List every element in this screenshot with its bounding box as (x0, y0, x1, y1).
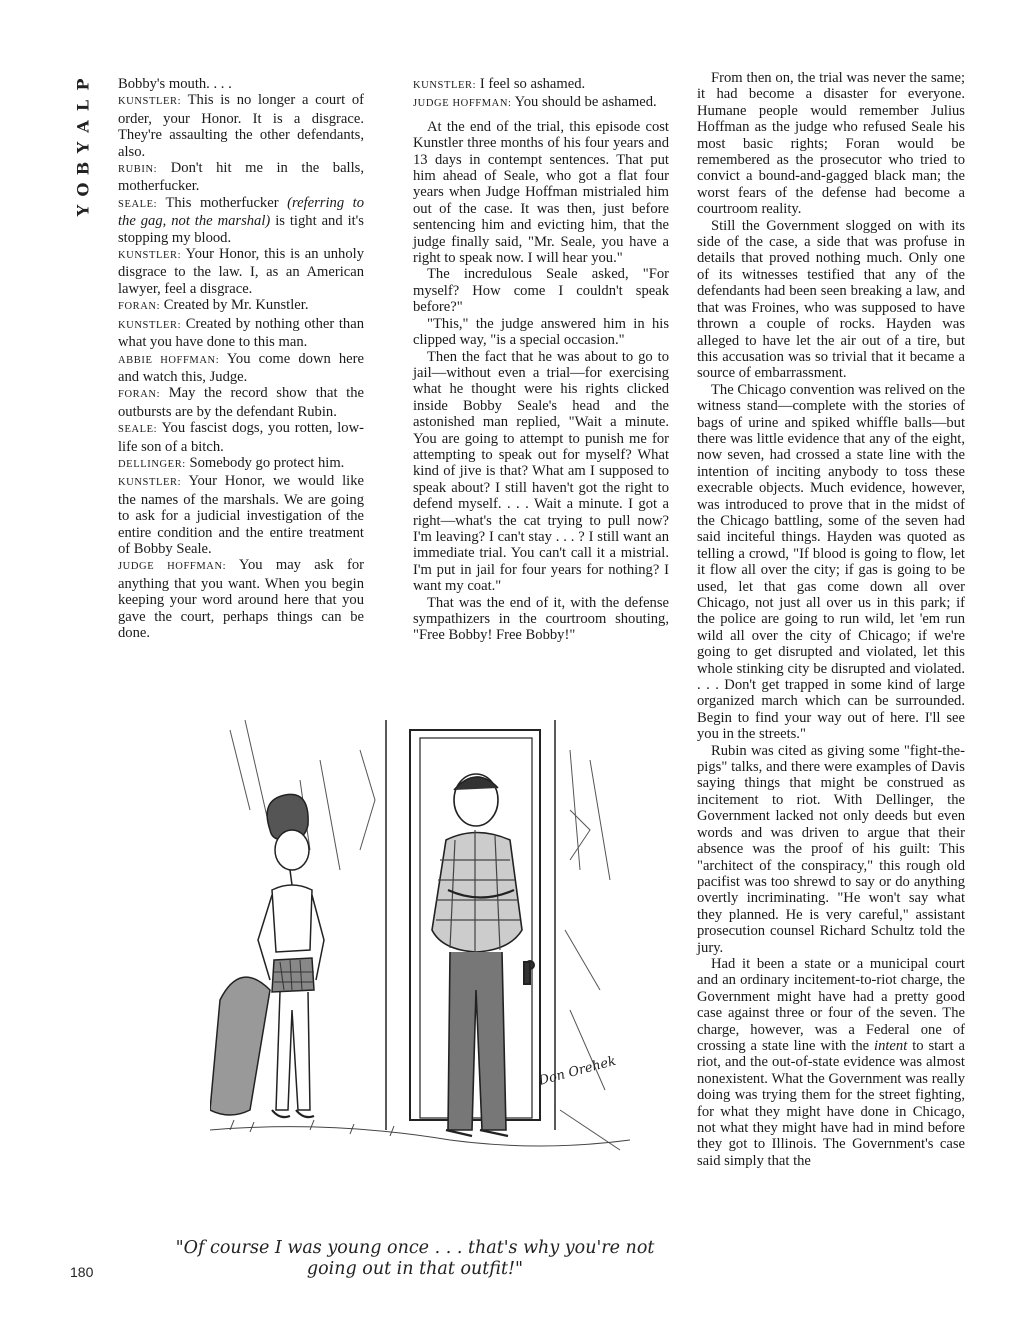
paragraph: Had it been a state or a municipal court and an ordinary incitement-to-riot charge, the Government might have had a pretty good case against three or four of the seven. The charge, however, was a Federal one of crossing a state line with the intent to start a riot, and the out-of-state evidence was almost nonexistent. What the Government was really doing was trying them for the street fighting, for what they might have done in Chicago, not what they might have had in mind before they got to Illinois. The Government's case said simply that the (697, 955, 965, 1169)
masthead-vertical (72, 74, 94, 221)
dialogue-line: SEALE: This motherfucker (referring to the gag, not the marshal) is tight and it's stopping my blood. (118, 194, 365, 246)
paragraph: "This," the judge answered him in his clipped way, "is a special occasion." (413, 315, 669, 349)
paragraph: Rubin was cited as giving some "fight-the-pigs" talks, and there were examples of Davis saying things that might be construed as incitement to riot. With Dellinger, the Government lacked not only deeds but even words and was driven to argue that their absence was the proof of his guilt: This "architect of the conspiracy," this rough old pacifist was too shrewd to say or do anything overtly incriminating. "He won't say what they planned. He is very careful," assistant prosecution counsel Richard Schultz told the jury. (697, 742, 965, 956)
cartoon-illustration (210, 690, 630, 1225)
column-2 (413, 76, 669, 644)
cartoon-caption: "Of course I was young once . . . that's why you're not going out in that outfit!" (175, 1238, 655, 1279)
masthead-letter: Y (73, 141, 93, 154)
masthead-letter: O (73, 182, 93, 197)
dialogue-line: Bobby's mouth. . . . (118, 76, 232, 92)
dialogue-line: SEALE: You fascist dogs, you rotten, low-life son of a bitch. (118, 420, 364, 455)
masthead-letter: B (73, 161, 93, 176)
masthead-letter: Y (73, 204, 93, 217)
dialogue-line: KUNSTLER: Created by nothing other than what you have done to this man. (118, 315, 364, 351)
dialogue-line: DELLINGER: Somebody go protect him. (118, 454, 345, 471)
ground-grass (210, 1120, 630, 1146)
dialogue-line: FORAN: May the record show that the outbursts are by the defendant Rubin. (118, 385, 364, 420)
paragraph: The Chicago convention was relived on the witness stand—complete with the stories of bags of urine and spiked whiffle balls—but there was little evidence that any of the eight, now seven, had crossed a state line with the intention of inciting anybody to toss these execrable objects. Much evidence, however, was introduced to prove that in the midst of the Chicago battling, some of the seven had said inciteful things. Hayden was quoted as telling a crowd, "If blood is going to flow, let it flow all over the city; if gas is going to be used, let that gas come down all over Chicago, not just all over us in this park; if the police are going to run wild, let 'em run wild all over the city of Chicago; if we're going to get disrupted and violated, let this whole stinking city be disrupted and violated. . . . Don't get trapped in some kind of large organized march which can be surrounded. Begin to find your way out of here. I'll see you in the streets." (697, 381, 965, 743)
dialogue-line: KUNSTLER: Your Honor, this is an unholy disgrace to the law. I, as an American lawyer, feel a disgrace. (118, 246, 364, 297)
masthead-letter: A (73, 120, 93, 133)
dialogue-line: JUDGE HOFFMAN: You should be ashamed. (413, 94, 657, 111)
dialogue-line: KUNSTLER: This is no longer a court of order, your Honor. It is a disgrace. They're assaulting the other defendants, also. (118, 92, 364, 160)
dialogue-line: ABBIE HOFFMAN: You come down here and watch this, Judge. (118, 350, 365, 385)
paragraph: Still the Government slogged on with its side of the case, a side that was profuse in details that proved nothing much. Only one of its witnesses testified that any of the defendants had been seen breaking a law, and that was Froines, who was supposed to have thrown a couple of rocks. Hayden was alleged to have let the air out of a tire, but this accusation was so trivial that it became a source of embarrassment. (697, 217, 965, 382)
father-figure (432, 774, 522, 1136)
artist-signature: Don Orehek (537, 1053, 618, 1089)
dialogue-line: RUBIN: Don't hit me in the balls, motherfucker. (118, 160, 364, 195)
dialogue-line: JUDGE HOFFMAN: You may ask for anything that you want. When you begin keeping your word around here that you gave the court, perhaps things can be done. (118, 557, 364, 641)
column-1 (118, 76, 364, 641)
paragraph: From then on, the trial was never the same; it had become a disaster for everyone. Humane people would remember Julius Hoffman as the judge who refused Seale his most basic rights; Foran would be remembered as the prosecutor who tried to convict a bound-and-gagged black man; the worst fears of the defense had become a courtroom reality. (697, 70, 965, 218)
paragraph: The incredulous Seale asked, "For myself? How come I couldn't speak before?" (413, 266, 669, 316)
dialogue-line: KUNSTLER: Your Honor, we would like the names of the marshals. We are going to ask for a judicial investigation of the entire condition and the entire treatment of Bobby Seale. (118, 473, 364, 557)
masthead-letter: P (73, 78, 93, 91)
column-3 (697, 70, 965, 1169)
dialogue-line: KUNSTLER: I feel so ashamed. (413, 76, 586, 92)
paragraph: That was the end of it, with the defense sympathizers in the courtroom shouting, "Free Bobby! Free Bobby!" (413, 594, 669, 644)
paragraph: At the end of the trial, this episode cost Kunstler three months of his four years and 13 days in contempt sentences. That put him ahead of Seale, who got a flat four years when Judge Hoffman mistrialed him out of the case. It was then, just before sentencing him and evicting him, that the judge finally said, "Mr. Seale, you have a right to speak now. I will hear you." (413, 118, 669, 267)
page-number: 180 (70, 1264, 94, 1280)
girl-figure (210, 794, 324, 1117)
paragraph: Then the fact that he was about to go to jail—without even a trial—for exercising what he thought were his rights clicked inside Bobby Seale's head and the astonished man replied, "Wait a minute. You are going to attempt to punish me for attempting to speak out for myself? What kind of jive is that? What am I supposed to speak about? I still haven't got the right to defend myself. . . . Wait a minute. I got a right—what's the cat trying to pull now? I'm leaving? I can't stay . . . ? I still want an immediate trial. You can't call it a mistrial. I'm put in jail for four years for nothing? I want my coat." (413, 348, 669, 595)
masthead-letter: L (73, 99, 93, 112)
dialogue-line: FORAN: Created by Mr. Kunstler. (118, 297, 309, 314)
